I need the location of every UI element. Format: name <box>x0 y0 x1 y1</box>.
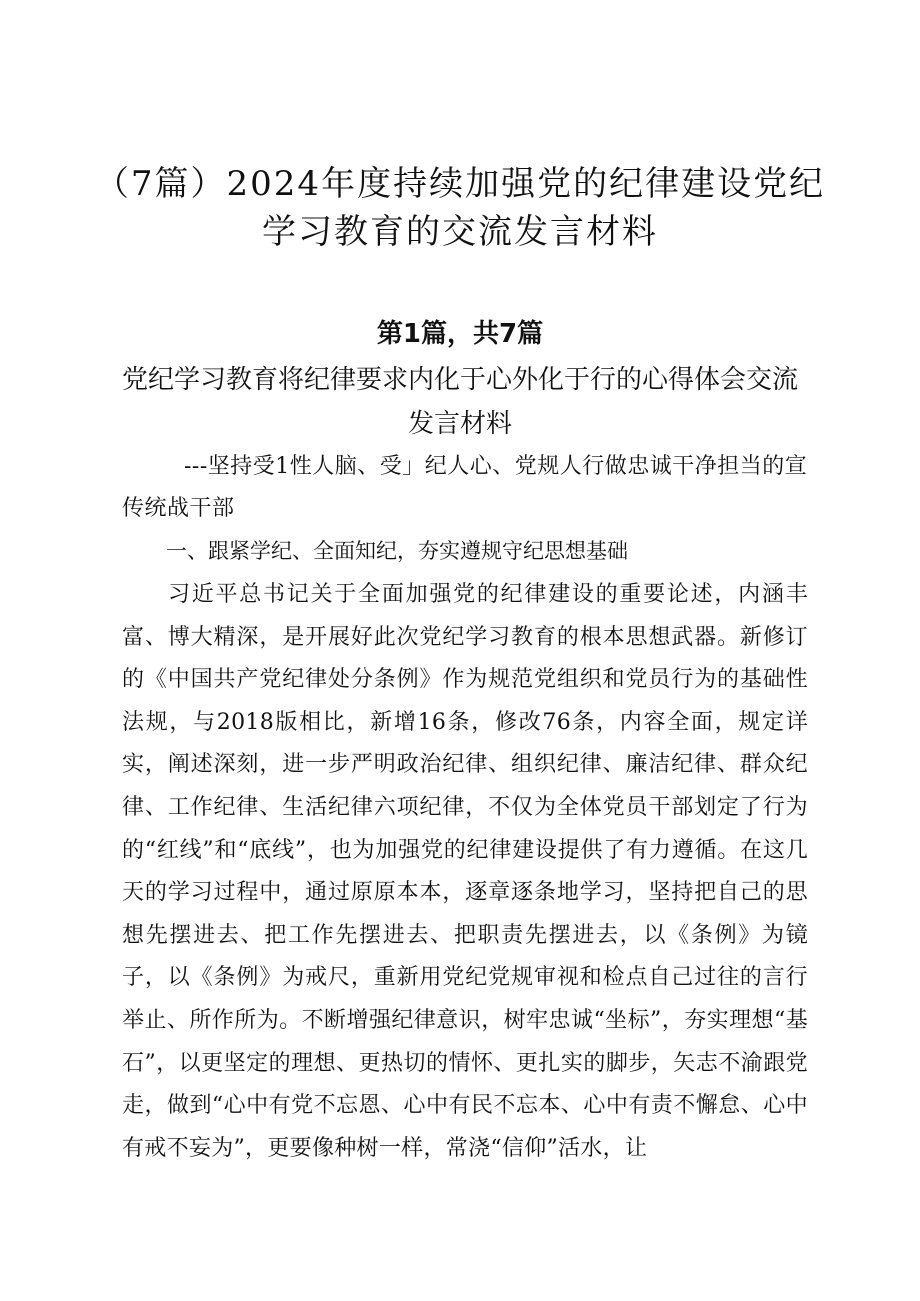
section-heading: 一、跟紧学纪、全面知纪，夯实遵规守纪思想基础 <box>166 539 628 563</box>
body-paragraph: 习近平总书记关于全面加强党的纪律建设的重要论述，内涵丰富、博大精深，是开展好此次党纪学习教育的根本思想武器。新修订的《中国共产党纪律处分条例》作为规范党组织和党员行为的基础性法规，与2018版相比，新增16条，修改76条，内容全面，规定详实，阐述深刻，进一步严明政治纪律、组织纪律、廉洁纪律、群众纪律、工作纪律、生活纪律六项纪律，不仅为全体党员干部划定了行为的“红线”和“底线”，也为加强党的纪律建设提供了有力遵循。在这几天的学习过程中，通过原原本本，逐章逐条地学习，坚持把自己的思想先摆进去、把工作先摆进去、把职责先摆进去，以《条例》为镜子，以《条例》为戒尺，重新用党纪党规审视和检点自己过往的言行举止、所作所为。不断增强纪律意识，树牢忠诚“坐标”，夯实理想“基石”，以更坚定的理想、更热切的情怀、更扎实的脚步，矢志不渝跟党走，做到“心中有党不忘恩、心中有民不忘本、心中有责不懈怠、心中有戒不妄为”，更要像种树一样，常浇“信仰”活水，让 <box>122 582 808 1161</box>
article-byline: ---坚持受1性人脑、受」纪人心、党规人行做忠诚干净担当的宣传统战干部 <box>122 454 808 521</box>
part-heading: 第1篇，共7篇 <box>376 319 544 349</box>
document-title: （7篇）2024年度持续加强党的纪律建设党纪学习教育的交流发言材料 <box>94 164 826 252</box>
article-title: 党纪学习教育将纪律要求内化于心外化于行的心得体会交流发言材料 <box>121 365 798 439</box>
